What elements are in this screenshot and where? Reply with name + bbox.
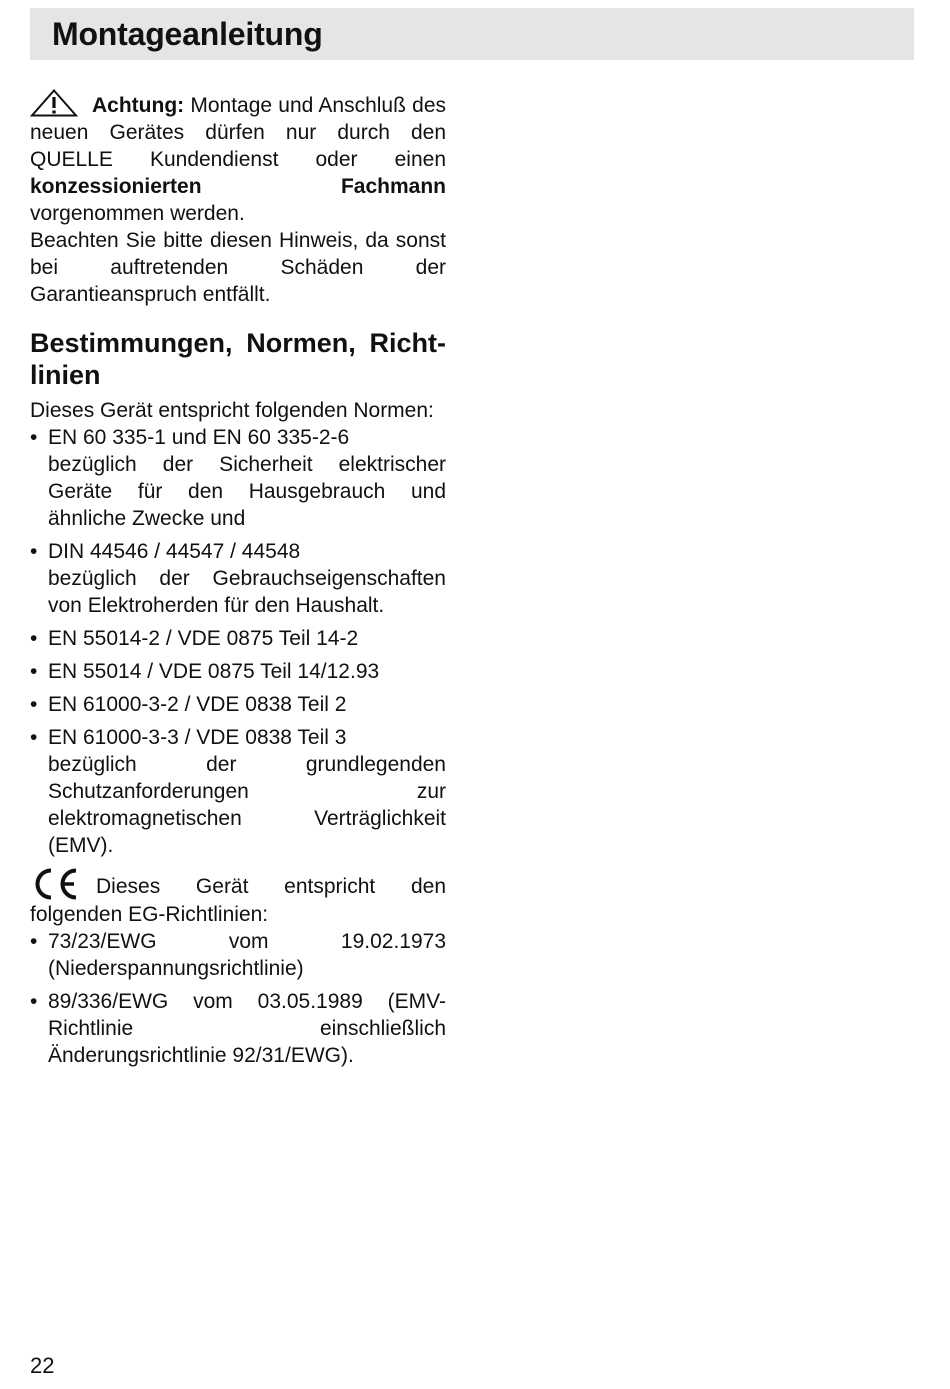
warning-note: Beachten Sie bitte diesen Hinweis, da sonst bei auftretenden Schäden der Garantieanspruch entfällt. (30, 229, 446, 306)
page-title: Montageanleitung (52, 16, 323, 52)
ce-mark-icon (30, 867, 80, 901)
norm-code: EN 55014 / VDE 0875 Teil 14/12.93 (48, 660, 380, 683)
directive-text: 89/336/EWG vom 03.05.1989 (EMV-Richtlinie einschließlich Änderungsrichtlinie 92/31/EWG). (48, 990, 446, 1067)
list-item (30, 928, 446, 982)
norms-intro: Dieses Gerät entspricht folgenden Normen: (30, 399, 434, 422)
warning-triangle-icon (30, 89, 78, 117)
warning-text-2: vorgenommen werden. (30, 202, 245, 225)
norm-code: EN 55014-2 / VDE 0875 Teil 14-2 (48, 627, 359, 650)
directive-text: 73/23/EWG vom 19.02.1973 (Niederspannungsrichtlinie) (48, 930, 446, 980)
section-heading (30, 327, 446, 391)
main-column (30, 89, 446, 1075)
norm-code: DIN 44546 / 44547 / 44548 (48, 540, 301, 563)
list-item (30, 691, 446, 718)
warning-label: Achtung: (92, 94, 185, 117)
norm-description: bezüglich der Sicherheit elektrischer Geräte für den Hausgebrauch und ähnliche Zwecke und (48, 453, 446, 530)
norm-code: EN 61000-3-3 / VDE 0838 Teil 3 (48, 726, 347, 749)
list-item (30, 658, 446, 685)
ce-statement (30, 867, 446, 928)
directives-list (30, 928, 446, 1069)
list-item (30, 538, 446, 619)
list-item (30, 424, 446, 532)
norm-description: bezüglich der Gebrauchseigenschaften von Elektroherden für den Haushalt. (48, 567, 446, 617)
warning-text-1: Montage und Anschluß des neuen Gerätes dürfen nur durch den QUELLE Kundendienst oder einen (30, 94, 446, 171)
norm-code: EN 61000-3-2 / VDE 0838 Teil 2 (48, 693, 347, 716)
norms-list (30, 424, 446, 859)
page-number: 22 (30, 1353, 55, 1378)
warning-block (30, 89, 446, 227)
norm-description: bezüglich der grundlegenden Schutzanforderungen zur elektromagnetischen Verträglichkeit (EMV). (48, 753, 446, 857)
section-heading-line-1: Bestimmungen, Normen, Richt- (30, 328, 446, 358)
list-item (30, 625, 446, 652)
norm-code: EN 60 335-1 und EN 60 335-2-6 (48, 426, 350, 449)
list-item (30, 724, 446, 859)
page-header (30, 8, 914, 60)
section-heading-line-2: linien (30, 360, 101, 390)
list-item (30, 988, 446, 1069)
warning-bold-text: konzessionierten Fachmann (30, 175, 446, 198)
ce-statement-text: Dieses Gerät entspricht den folgenden EG-Richtlinien: (30, 875, 446, 926)
